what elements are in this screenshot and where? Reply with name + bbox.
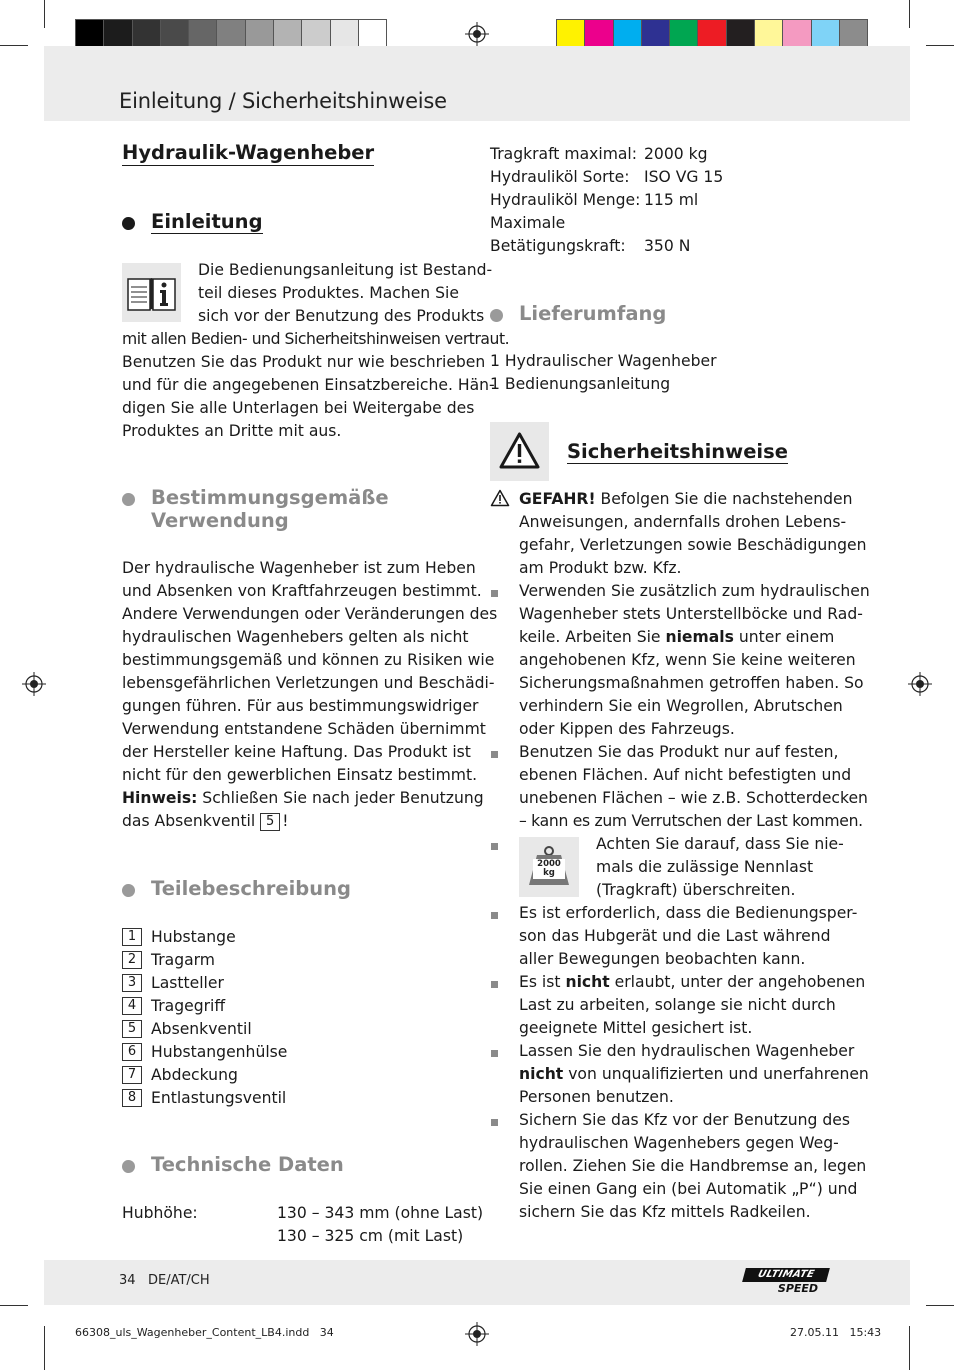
safety-bullet [519, 1040, 869, 1109]
logo-top: ULTIMATE [742, 1268, 830, 1282]
color-swatch [669, 19, 698, 48]
text-line: bestimmungsgemäß und können zu Risiken wie [122, 651, 495, 669]
text-line: digen Sie alle Unterlagen bei Weitergabe des [122, 399, 475, 417]
part-label: Hubstange [151, 927, 236, 946]
header-band [44, 46, 910, 121]
part-number-box: 4 [122, 997, 142, 1015]
section-sicherheit-title: Sicherheitshinweise [567, 440, 788, 463]
lieferumfang-list [490, 350, 717, 396]
product-title: Hydraulik-Wagenheber [122, 141, 375, 164]
text-line: Der hydraulische Wagenheber ist zum Heben [122, 559, 476, 577]
text-line: Verwendung entstandene Schäden übernimmt [122, 720, 486, 738]
safety-bullet [519, 971, 865, 1040]
text-part: von unqualifizierten und unerfahrenen [563, 1065, 869, 1083]
safety-bullet [596, 833, 844, 902]
bullet-dot [122, 493, 135, 506]
spec-row [490, 189, 723, 212]
text-line [519, 488, 867, 511]
text-part: keile. Arbeiten Sie [519, 628, 666, 646]
text-line [519, 1063, 869, 1086]
bullet-square [491, 843, 498, 850]
text-line: mals die zulässige Nennlast [596, 858, 814, 876]
section-einleitung [122, 210, 263, 234]
text-line [519, 971, 865, 994]
color-swatch [330, 19, 359, 48]
spec-value: 2000 kg [644, 145, 708, 163]
tech-hub-values [277, 1202, 483, 1248]
spec-label: Tragkraft maximal: [490, 145, 638, 163]
spec-table [490, 143, 723, 258]
bullet-dot [122, 884, 135, 897]
bullet-square [491, 590, 498, 597]
hint-line [122, 787, 497, 810]
spec-value: 350 N [644, 237, 691, 255]
parts-list-item [122, 1017, 287, 1040]
hint-text: das Absenkventil [122, 812, 256, 830]
parts-list-item [122, 1063, 287, 1086]
bullet-square [491, 1119, 498, 1126]
spec-row [490, 212, 723, 235]
bullet-square [491, 912, 498, 919]
text-line: hydraulischen Wagenhebers gelten als nicht [122, 628, 469, 646]
text-line: am Produkt bzw. Kfz. [519, 559, 682, 577]
text-line: Verwenden Sie zusätzlich zum hydraulischen [519, 582, 870, 600]
part-number-box: 6 [122, 1043, 142, 1061]
crop-mark [909, 0, 910, 28]
text-line: – kann es zum Verrutschen der Last kommen. [519, 812, 863, 830]
spec-label: Maximale [490, 214, 566, 232]
section-title-line: Verwendung [151, 509, 289, 532]
part-label: Lastteller [151, 973, 224, 992]
part-label: Tragegriff [151, 996, 226, 1015]
spec-row [490, 235, 723, 258]
text-line: Es ist erforderlich, dass die Bedienungsper- [519, 904, 858, 922]
text-line: unebenen Flächen – wie z.B. Schotterdecken [519, 789, 868, 807]
parts-list [122, 925, 287, 1109]
color-swatch [782, 19, 811, 48]
text-line: mit allen Bedien- und Sicherheitshinweisen vertraut. [122, 330, 510, 348]
crop-mark [0, 45, 28, 46]
list-item: 1 Hydraulischer Wagenheber [490, 352, 717, 370]
text-part: erlaubt, unter der angehobenen [609, 973, 866, 991]
text-line: aller Bewegungen beobachten kann. [519, 950, 806, 968]
text-line: Personen benutzen. [519, 1088, 674, 1106]
slug-timestamp: 27.05.11 15:43 [790, 1326, 882, 1339]
part-label: Absenkventil [151, 1019, 252, 1038]
crop-mark [44, 0, 45, 28]
section-title: Technische Daten [151, 1153, 344, 1176]
color-swatch [132, 19, 161, 48]
weight-limit-icon [519, 837, 579, 897]
text-line: Wagenheber stets Unterstellböcke und Rad- [519, 605, 863, 623]
text-line: Achten Sie darauf, dass Sie nie- [596, 835, 844, 853]
color-swatch [641, 19, 670, 48]
weight-unit: kg [543, 868, 555, 878]
text-line: teil dieses Produktes. Machen Sie [198, 284, 459, 302]
process-color-bar [556, 19, 867, 48]
warning-triangle-icon [490, 422, 549, 481]
registration-mark-icon [22, 672, 46, 696]
spec-value: ISO VG 15 [644, 168, 724, 186]
text-line: Benutzen Sie das Produkt nur wie beschrieben [122, 353, 486, 371]
tech-hub-value: 130 – 325 cm (mit Last) [277, 1227, 464, 1245]
text-line: (Tragkraft) überschreiten. [596, 881, 796, 899]
einleitung-text-indented [198, 259, 492, 328]
text-line: lebensgefährlichen Verletzungen und Beschädi- [122, 674, 495, 692]
part-label: Hubstangenhülse [151, 1042, 288, 1061]
color-swatch [103, 19, 132, 48]
text-line: Sie einen Gang ein (bei Automatik „P“) und [519, 1180, 858, 1198]
text-line: Benutzen Sie das Produkt nur auf festen, [519, 743, 839, 761]
bullet-square [491, 1050, 498, 1057]
weight-label [533, 859, 565, 879]
text-line: oder Kippen des Fahrzeugs. [519, 720, 735, 738]
color-swatch [273, 19, 302, 48]
text-line: nicht für den gewerblichen Einsatz bestimmt. [122, 766, 478, 784]
text-line: der Hersteller keine Haftung. Das Produkt ist [122, 743, 471, 761]
parts-list-item [122, 971, 287, 994]
text-line: Andere Verwendungen oder Veränderungen des [122, 605, 498, 623]
bullet-dot [122, 217, 135, 230]
crop-mark [0, 1305, 28, 1306]
danger-triangle-icon [490, 489, 510, 507]
part-number-box: 3 [122, 974, 142, 992]
text-line: hydraulischen Wagenhebers gegen Weg- [519, 1134, 839, 1152]
tech-hub-value: 130 – 343 mm (ohne Last) [277, 1204, 484, 1222]
section-lieferumfang [490, 302, 666, 325]
text-line: geeignete Mittel gesichert ist. [519, 1019, 753, 1037]
color-swatch [245, 19, 274, 48]
color-swatch [584, 19, 613, 48]
text-line: son das Hubgerät und die Last während [519, 927, 831, 945]
safety-bullet [519, 580, 870, 741]
danger-text [519, 488, 867, 580]
color-swatch [697, 19, 726, 48]
part-number-box: 7 [122, 1066, 142, 1084]
emphasis: nicht [565, 973, 610, 991]
tech-hub-label: Hubhöhe: [122, 1204, 198, 1222]
info-book-icon [122, 263, 181, 322]
grayscale-color-bar [75, 19, 386, 48]
color-swatch [613, 19, 642, 48]
section-title [151, 486, 389, 532]
logo-bottom: SPEED [777, 1282, 819, 1295]
spec-row [490, 166, 723, 189]
danger-text-1: Befolgen Sie die nachstehenden [595, 490, 853, 508]
text-line: Produktes an Dritte mit aus. [122, 422, 342, 440]
text-line: und für die angegebenen Einsatzbereiche. Hän- [122, 376, 495, 394]
section-bestimmung [122, 486, 389, 532]
text-line: Anweisungen, andernfalls drohen Lebens- [519, 513, 847, 531]
text-line: verhindern Sie ein Wegrollen, Abrutschen [519, 697, 843, 715]
text-line [519, 626, 870, 649]
parts-list-item [122, 948, 287, 971]
parts-list-item [122, 1086, 287, 1109]
text-line: sichern Sie das Kfz mittels Radkeilen. [519, 1203, 811, 1221]
page-number: 34 [119, 1273, 136, 1288]
page-title: Einleitung / Sicherheitshinweise [119, 89, 447, 113]
part-number-box: 5 [260, 813, 280, 831]
part-label: Entlastungsventil [151, 1088, 287, 1107]
color-swatch [301, 19, 330, 48]
spec-label: Betätigungskraft: [490, 237, 626, 255]
color-swatch [358, 19, 387, 48]
color-swatch [188, 19, 217, 48]
bullet-dot [490, 309, 503, 322]
bullet-square [491, 751, 498, 758]
spec-value: 115 ml [644, 191, 699, 209]
text-line: Die Bedienungsanleitung ist Bestand- [198, 261, 493, 279]
section-title: Einleitung [151, 210, 263, 233]
text-line: Last zu arbeiten, solange sie nicht durch [519, 996, 836, 1014]
hint-label: Hinweis: [122, 789, 198, 807]
bestimmung-text [122, 557, 497, 833]
parts-list-item [122, 994, 287, 1017]
emphasis: niemals [665, 628, 734, 646]
text-line: ebenen Flächen. Auf nicht befestigten und [519, 766, 852, 784]
section-title: Teilebeschreibung [151, 877, 351, 900]
crop-mark [44, 1326, 45, 1370]
text-line: angehobenen Kfz, wenn Sie keine weiteren [519, 651, 856, 669]
hint-text: Schließen Sie nach jeder Benutzung [197, 789, 484, 807]
safety-bullet [519, 741, 868, 833]
part-number-box: 5 [122, 1020, 142, 1038]
section-title-line: Bestimmungsgemäße [151, 486, 389, 509]
text-line: Lassen Sie den hydraulischen Wagenheber [519, 1042, 855, 1060]
safety-bullet [519, 1109, 866, 1224]
einleitung-text [122, 328, 509, 443]
hint-end: ! [282, 812, 289, 830]
parts-list-item [122, 925, 287, 948]
color-swatch [839, 19, 868, 48]
color-swatch [726, 19, 755, 48]
color-swatch [754, 19, 783, 48]
text-part: unter einem [733, 628, 835, 646]
bullet-square [491, 981, 498, 988]
part-number-box: 1 [122, 928, 142, 946]
text-line: Sicherungsmaßnahmen getroffen haben. So [519, 674, 864, 692]
hint-line-2 [122, 810, 497, 833]
ultimate-speed-logo [744, 1266, 834, 1298]
crop-mark [926, 45, 954, 46]
parts-list-item [122, 1040, 287, 1063]
color-swatch [160, 19, 189, 48]
section-title: Lieferumfang [519, 302, 667, 325]
color-swatch [75, 19, 104, 48]
part-label: Abdeckung [151, 1065, 238, 1084]
spec-label: Hydrauliköl Sorte: [490, 168, 630, 186]
registration-mark-icon [908, 672, 932, 696]
text-line: Sichern Sie das Kfz vor der Benutzung des [519, 1111, 851, 1129]
region-label: DE/AT/CH [148, 1273, 210, 1288]
text-part: Es ist [519, 973, 566, 991]
crop-mark [909, 1326, 910, 1370]
list-item: 1 Bedienungsanleitung [490, 375, 671, 393]
emphasis: nicht [519, 1065, 564, 1083]
section-teile [122, 877, 351, 900]
color-swatch [556, 19, 585, 48]
registration-mark-icon [465, 22, 489, 46]
danger-label: GEFAHR! [519, 490, 596, 508]
text-line: gefahr, Verletzungen sowie Beschädigungen [519, 536, 867, 554]
color-swatch [216, 19, 245, 48]
text-line: sich vor der Benutzung des Produkts [198, 307, 485, 325]
section-technik [122, 1153, 344, 1176]
part-label: Tragarm [151, 950, 215, 969]
crop-mark [926, 1305, 954, 1306]
bullet-dot [122, 1160, 135, 1173]
text-line: und Absenken von Kraftfahrzeugen bestimmt. [122, 582, 482, 600]
safety-bullet [519, 902, 857, 971]
spec-row [490, 143, 723, 166]
slug-filename: 66308_uls_Wagenheber_Content_LB4.indd 34 [75, 1326, 334, 1339]
text-line: rollen. Ziehen Sie die Handbremse an, legen [519, 1157, 867, 1175]
spec-label: Hydrauliköl Menge: [490, 191, 641, 209]
registration-mark-icon [465, 1322, 489, 1346]
text-line: gungen führen. Für aus bestimmungswidriger [122, 697, 479, 715]
part-number-box: 8 [122, 1089, 142, 1107]
color-swatch [811, 19, 840, 48]
weight-value: 2000 [537, 859, 561, 869]
part-number-box: 2 [122, 951, 142, 969]
